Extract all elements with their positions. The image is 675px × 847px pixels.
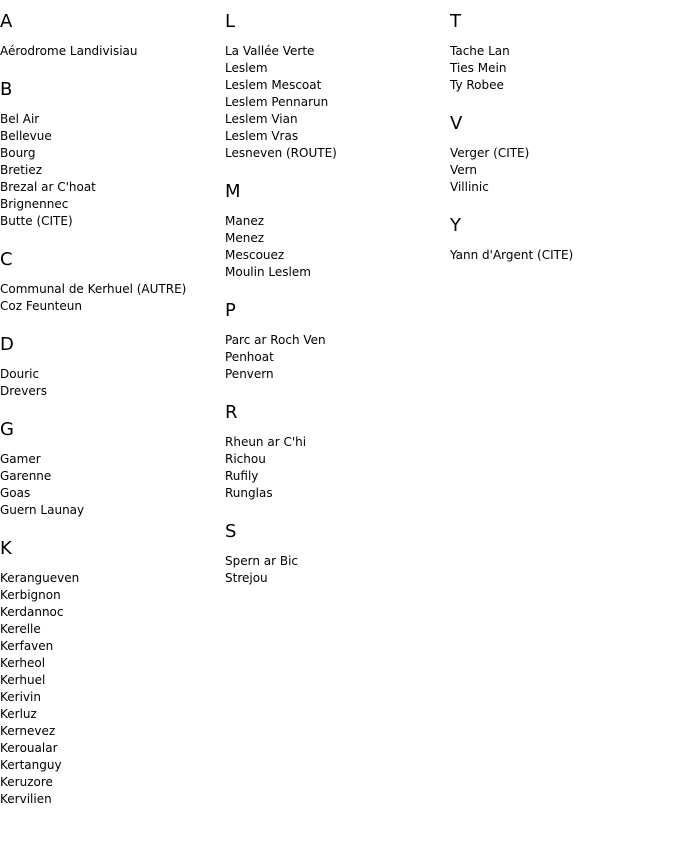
place-list [450, 43, 670, 94]
place-link[interactable]: Kerelle [0, 622, 41, 636]
place-link[interactable]: Bretiez [0, 163, 43, 177]
place-link[interactable]: Manez [225, 214, 264, 228]
letter-group [0, 78, 220, 230]
place-link[interactable]: Bel Air [0, 112, 40, 126]
place-link[interactable]: Ty Robee [450, 78, 504, 92]
letter-heading: G [0, 419, 14, 440]
place-link[interactable]: Kerivin [0, 690, 41, 704]
letter-heading: R [225, 402, 238, 423]
place-link[interactable]: Aérodrome Landivisiau [0, 44, 138, 58]
letter-group [0, 10, 220, 60]
place-link[interactable]: Kerhuel [0, 673, 46, 687]
place-link[interactable]: Kerangueven [0, 571, 80, 585]
letter-group [450, 112, 670, 196]
place-list [0, 43, 220, 60]
letter-heading: A [0, 11, 13, 32]
place-link[interactable]: Lesneven (ROUTE) [225, 146, 337, 160]
letter-group [0, 333, 220, 400]
place-link[interactable]: Tache Lan [450, 44, 510, 58]
place-link[interactable]: Richou [225, 452, 266, 466]
place-link[interactable]: Villinic [450, 180, 489, 194]
place-link[interactable]: Mescouez [225, 248, 285, 262]
place-link[interactable]: Kerluz [0, 707, 37, 721]
place-link[interactable]: Kerbignon [0, 588, 61, 602]
place-list [225, 553, 445, 587]
place-list [225, 43, 445, 162]
place-link[interactable]: Bellevue [0, 129, 52, 143]
place-link[interactable]: Ties Mein [450, 61, 507, 75]
letter-heading: Y [450, 215, 461, 236]
place-link[interactable]: Kerdannoc [0, 605, 64, 619]
place-link[interactable]: Leslem Mescoat [225, 78, 322, 92]
index-column-1 [0, 10, 220, 826]
place-link[interactable]: Garenne [0, 469, 52, 483]
place-link[interactable]: Guern Launay [0, 503, 85, 517]
place-link[interactable]: Goas [0, 486, 31, 500]
place-link[interactable]: Communal de Kerhuel (AUTRE) [0, 282, 187, 296]
letter-group [450, 214, 670, 264]
place-list [225, 434, 445, 502]
place-link[interactable]: Brezal ar C'hoat [0, 180, 96, 194]
place-link[interactable]: Bourg [0, 146, 36, 160]
place-list [0, 570, 220, 808]
letter-group [0, 537, 220, 808]
place-link[interactable]: Douric [0, 367, 40, 381]
place-link[interactable]: Kerоualar [0, 741, 58, 755]
letter-group [225, 10, 445, 162]
place-link[interactable]: Kernevez [0, 724, 56, 738]
letter-heading: D [0, 334, 14, 355]
letter-group [450, 10, 670, 94]
place-link[interactable]: Coz Feunteun [0, 299, 82, 313]
place-link[interactable]: Brignennec [0, 197, 69, 211]
place-link[interactable]: Kerheol [0, 656, 46, 670]
place-link[interactable]: Menez [225, 231, 265, 245]
place-link[interactable]: Yann d'Argent (CITE) [450, 248, 574, 262]
letter-group [0, 418, 220, 519]
place-link[interactable]: Penvern [225, 367, 274, 381]
place-link[interactable]: Penhoat [225, 350, 274, 364]
place-link[interactable]: Keruzore [0, 775, 53, 789]
place-list [0, 366, 220, 400]
place-link[interactable]: Leslem Pennarun [225, 95, 329, 109]
letter-heading: P [225, 300, 236, 321]
index-column-3 [450, 10, 670, 282]
place-list [0, 281, 220, 315]
place-list [0, 111, 220, 230]
place-link[interactable]: Runglas [225, 486, 273, 500]
place-link[interactable]: Kertanguy [0, 758, 62, 772]
place-link[interactable]: Rufily [225, 469, 259, 483]
letter-group [225, 299, 445, 383]
letter-heading: L [225, 11, 236, 32]
place-link[interactable]: Rheun ar C'hi [225, 435, 307, 449]
place-list [225, 332, 445, 383]
place-link[interactable]: La Vallée Verte [225, 44, 315, 58]
letter-heading: T [450, 11, 461, 32]
letter-heading: M [225, 181, 241, 202]
place-link[interactable]: Leslem Vras [225, 129, 299, 143]
place-list [450, 247, 670, 264]
place-link[interactable]: Leslem [225, 61, 268, 75]
place-link[interactable]: Kerfaven [0, 639, 54, 653]
place-link[interactable]: Moulin Leslem [225, 265, 311, 279]
place-link[interactable]: Parc ar Roch Ven [225, 333, 326, 347]
place-list [225, 213, 445, 281]
letter-heading: V [450, 113, 463, 134]
place-link[interactable]: Gamer [0, 452, 41, 466]
place-link[interactable]: Kervilien [0, 792, 52, 806]
place-link[interactable]: Leslem Vian [225, 112, 298, 126]
letter-heading: B [0, 79, 13, 100]
place-link[interactable]: Vern [450, 163, 477, 177]
place-link[interactable]: Butte (CITE) [0, 214, 73, 228]
letter-group [0, 248, 220, 315]
letter-heading: S [225, 521, 237, 542]
place-link[interactable]: Spern ar Bic [225, 554, 299, 568]
place-list [0, 451, 220, 519]
place-list [450, 145, 670, 196]
letter-group [225, 401, 445, 502]
place-link[interactable]: Verger (CITE) [450, 146, 530, 160]
letter-heading: K [0, 538, 12, 559]
letter-group [225, 520, 445, 587]
place-link[interactable]: Strejou [225, 571, 268, 585]
letter-heading: C [0, 249, 13, 270]
letter-group [225, 180, 445, 281]
index-column-2 [225, 10, 445, 605]
place-link[interactable]: Drevers [0, 384, 47, 398]
